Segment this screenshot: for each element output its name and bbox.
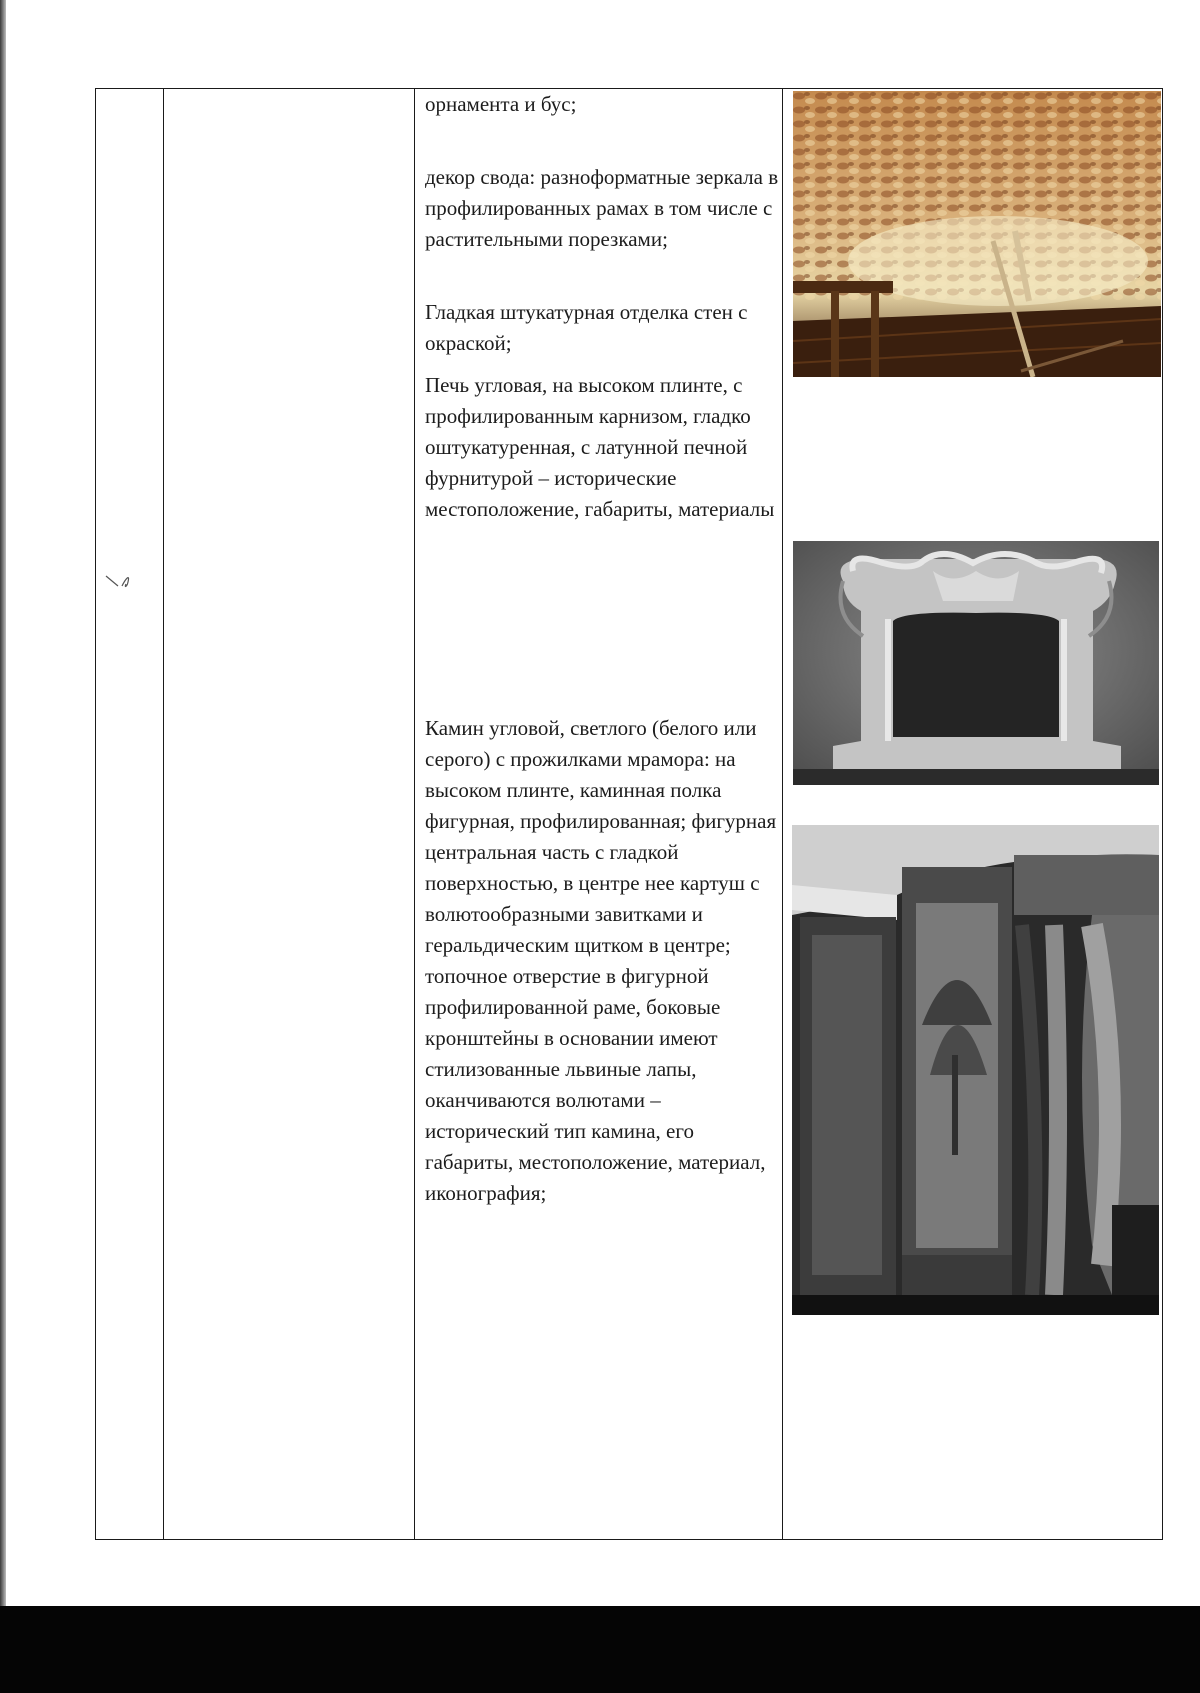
column-divider-3 — [782, 89, 783, 1539]
text-plaster-finish: Гладкая штукатурная отделка стен с окраской; — [425, 300, 748, 355]
text-corner-stove: Печь угловая, на высоком плинте, с профилированным карнизом, гладко оштукатуренная, с латунной печной фурнитурой – исторические местоположение, габариты, материалы — [425, 373, 775, 521]
text-vault-decor: декор свода: разноформатные зеркала в профилированных рамах в том числе с растительными порезками; — [425, 165, 779, 251]
text-ornament: орнамента и бус; — [425, 92, 577, 116]
pencil-mark — [104, 570, 144, 592]
text-corner-fireplace: Камин угловой, светлого (белого или серого) с прожилками мрамора: на высоком плинте, каминная полка фигурная, профилированная; фигурная центральная часть с гладкой поверхностью, в центре нее картуш с волютообразными завитками и геральдическим щитком в центре; топочное отверстие в фигурной профилированной раме, боковые кронштейны в основании имеют стилизованные львиные лапы, оканчиваются волютами – исторический тип камина, его габариты, местоположение, материал, иконография; — [425, 716, 777, 1205]
column-divider-2 — [414, 89, 415, 1539]
fireplace-photo — [793, 541, 1159, 785]
column-divider-1 — [163, 89, 164, 1539]
scan-edge — [0, 0, 6, 1610]
tapestry-room-photo — [792, 825, 1159, 1315]
vault-ceiling-photo — [793, 91, 1161, 377]
scanner-bottom-band — [0, 1606, 1200, 1693]
